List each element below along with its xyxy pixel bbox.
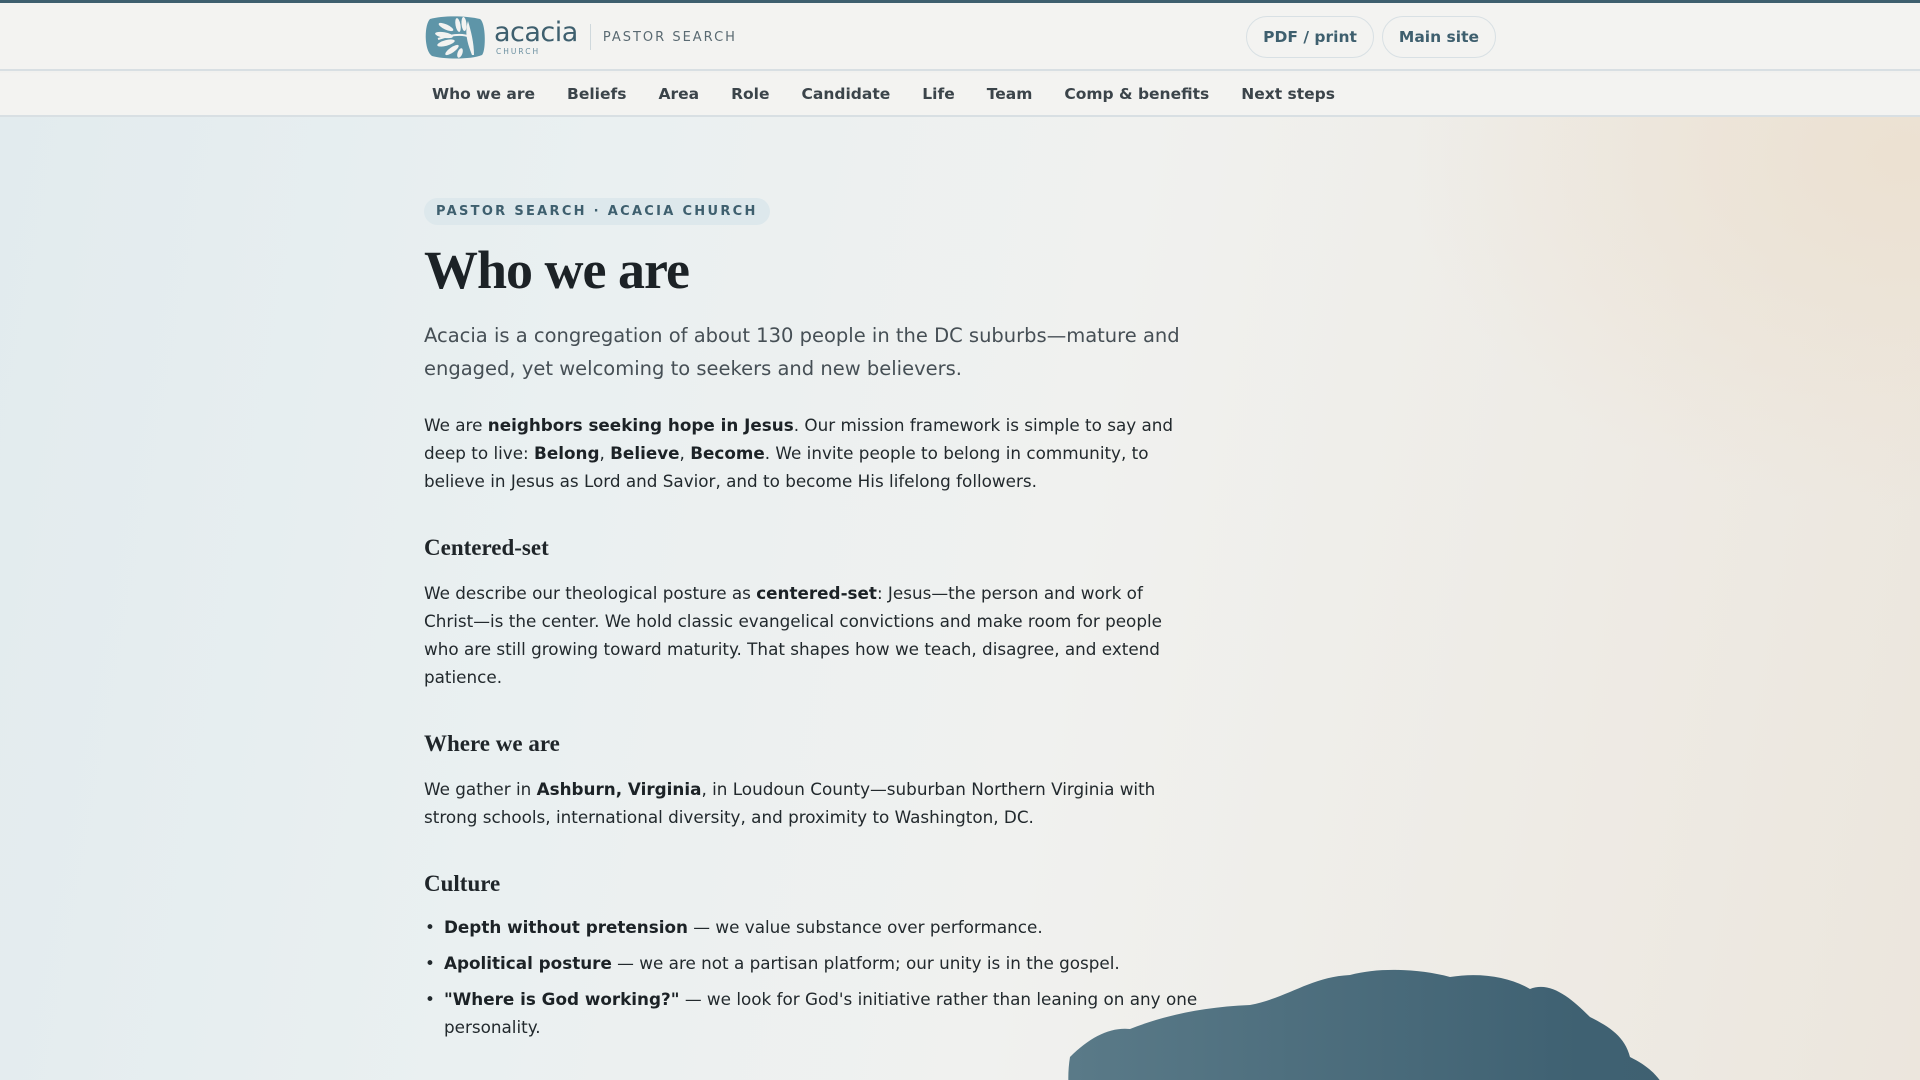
list-item: • "Where is God working?" — we look for God's initiative rather than leaning on any one personality. <box>424 985 1204 1041</box>
nav-item-next-steps[interactable]: Next steps <box>1241 85 1335 103</box>
eyebrow-badge: PASTOR SEARCH · ACACIA CHURCH <box>424 198 770 225</box>
pdf-print-button[interactable]: PDF / print <box>1246 16 1374 58</box>
main-content-area <box>0 117 1920 1080</box>
culture-heading: Culture <box>424 871 501 896</box>
culture-list <box>424 913 1204 1041</box>
acacia-leaf-icon <box>424 15 486 59</box>
centered-set-paragraph: We describe our theological posture as centered-set: Jesus—the person and work of Christ—is the center. We hold classic evangelical convictions and make room for people who are still growing toward maturity. That shapes how we teach, disagree, and extend patience. <box>424 583 1162 687</box>
nav-item-role[interactable]: Role <box>731 85 770 103</box>
nav-item-life[interactable]: Life <box>922 85 955 103</box>
nav-item-beliefs[interactable]: Beliefs <box>567 85 627 103</box>
where-we-are-paragraph: We gather in Ashburn, Virginia, in Loudoun County—suburban Northern Virginia with strong schools, international diversity, and proximity to Washington, DC. <box>424 779 1156 827</box>
brand-tagline: PASTOR SEARCH <box>602 29 737 45</box>
list-item: • Apolitical posture — we are not a partisan platform; our unity is in the gospel. <box>424 949 1204 977</box>
list-item: • Depth without pretension — we value substance over performance. <box>424 913 1204 941</box>
nav-item-area[interactable]: Area <box>658 85 700 103</box>
where-we-are-heading: Where we are <box>424 731 560 756</box>
site-header <box>0 3 1920 71</box>
brand-divider <box>590 24 591 50</box>
brand-subtitle: CHURCH <box>496 46 541 56</box>
nav-item-candidate[interactable]: Candidate <box>801 85 891 103</box>
main-site-button[interactable]: Main site <box>1382 16 1496 58</box>
lede-paragraph: Acacia is a congregation of about 130 people in the DC suburbs—mature and engaged, yet welcoming to seekers and new believers. <box>424 324 1180 380</box>
section-nav <box>0 73 1920 117</box>
brand-wordmark: acacia <box>494 16 578 48</box>
nav-item-comp-benefits[interactable]: Comp & benefits <box>1064 85 1210 103</box>
centered-set-heading: Centered-set <box>424 535 549 560</box>
nav-item-team[interactable]: Team <box>986 85 1033 103</box>
brand-logo-link[interactable] <box>424 15 578 59</box>
page-title: Who we are <box>424 240 689 300</box>
nav-item-who-we-are[interactable]: Who we are <box>432 85 536 103</box>
intro-paragraph: We are neighbors seeking hope in Jesus. Our mission framework is simple to say and deep to live: Belong, Believe, Become. We invite people to belong in community, to believe in Jesus as Lord and Savior, and to become His lifelong followers. <box>424 415 1174 491</box>
